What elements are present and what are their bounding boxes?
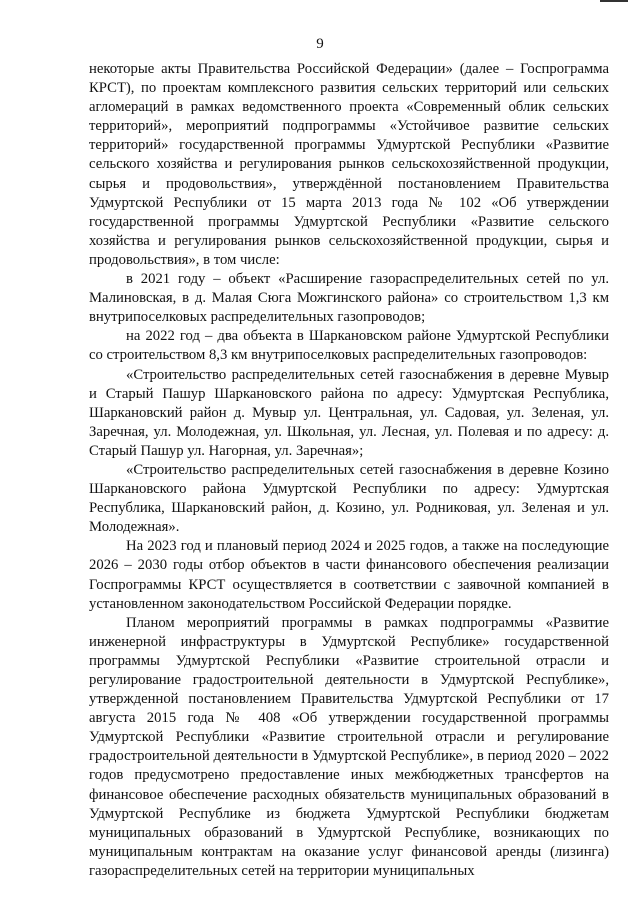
paragraph-continuation: некоторые акты Правительства Российской Федерации» (далее – Госпрограмма КРСТ), по проектам комплексного развития сельских территорий или сельских агломераций в рамках ведомственного проекта «Современный облик сельских территорий», мероприятий подпрограммы «Устойчивое развитие сельских территорий» государственной программы Удмуртской Республики «Развитие сельского хозяйства и регулирования рынков сельскохозяйственной продукции, сырья и продовольствия», утверждённой постановлением Правительства Удмуртской Республики от 15 марта 2013 года № 102 «Об утверждении государственной программы Удмуртской Республики «Развитие сельского хозяйства и регулирования рынков сельскохозяйственной продукции, сырья и продовольствия», в том числе: [89, 61, 609, 268]
corner-mark [600, 0, 628, 2]
document-body [89, 60, 609, 881]
page-number: 9 [316, 36, 324, 52]
paragraph-2021-object: в 2021 году – объект «Расширение газораспределительных сетей по ул. Малиновская, в д. Малая Сюга Можгинского района» со строительством 1,3 км внутрипоселковых распределительных газопроводов; [89, 271, 609, 326]
paragraph-object-kozino: «Строительство распределительных сетей газоснабжения в деревне Козино Шаркановского района Удмуртской Республики по адресу: Удмуртская Республика, Шаркановский район, д. Козино, ул. Родниковая, ул. Зеленая и ул. Молодежная». [89, 461, 609, 536]
paragraph-2022-objects: на 2022 год – два объекта в Шаркановском районе Удмуртской Республики со строительством 8,3 км внутрипоселковых распределительных газопроводов: [89, 328, 609, 364]
paragraph-action-plan: Планом мероприятий программы в рамках подпрограммы «Развитие инженерной инфраструктуры в Удмуртской Республике» государственной программы Удмуртской Республики «Развитие строительной отрасли и регулирование градостроительной деятельности в Удмуртской Республике», утвержденной постановлением Правительства Удмуртской Республики от 17 августа 2015 года № 408 «Об утверждении государственной программы Удмуртской Республики «Развитие строительной отрасли и регулирование градостроительной деятельности в Удмуртской Республике», в период 2020 – 2022 годов предусмотрено предоставление иных межбюджетных трансфертов на финансовое обеспечение расходных обязательств муниципальных образований в Удмуртской Республике из бюджета Удмуртской Республики бюджетам муниципальных образований в Удмуртской Республике, возникающих по муниципальным контрактам на оказание услуг финансовой аренды (лизинга) газораспределительных сетей на территории муниципальных [89, 614, 609, 879]
paragraph-2023-period: На 2023 год и плановый период 2024 и 2025 годов, а также на последующие 2026 – 2030 годы отбор объектов в части финансового обеспечения реализации Госпрограммы КРСТ осуществляется в соответствии с заявочной компанией в установленном законодательством Российской Федерации порядке. [89, 538, 609, 612]
paragraph-object-muvyr: «Строительство распределительных сетей газоснабжения в деревне Мувыр и Старый Пашур Шаркановского района по адресу: Удмуртская Республика, Шаркановский район д. Мувыр ул. Центральная, ул. Садовая, ул. Зеленая, ул. Заречная, ул. Молодежная, ул. Школьная, ул. Лесная, ул. Полевая и по адресу: д. Старый Пашур ул. Нагорная, ул. Заречная»; [89, 366, 609, 459]
